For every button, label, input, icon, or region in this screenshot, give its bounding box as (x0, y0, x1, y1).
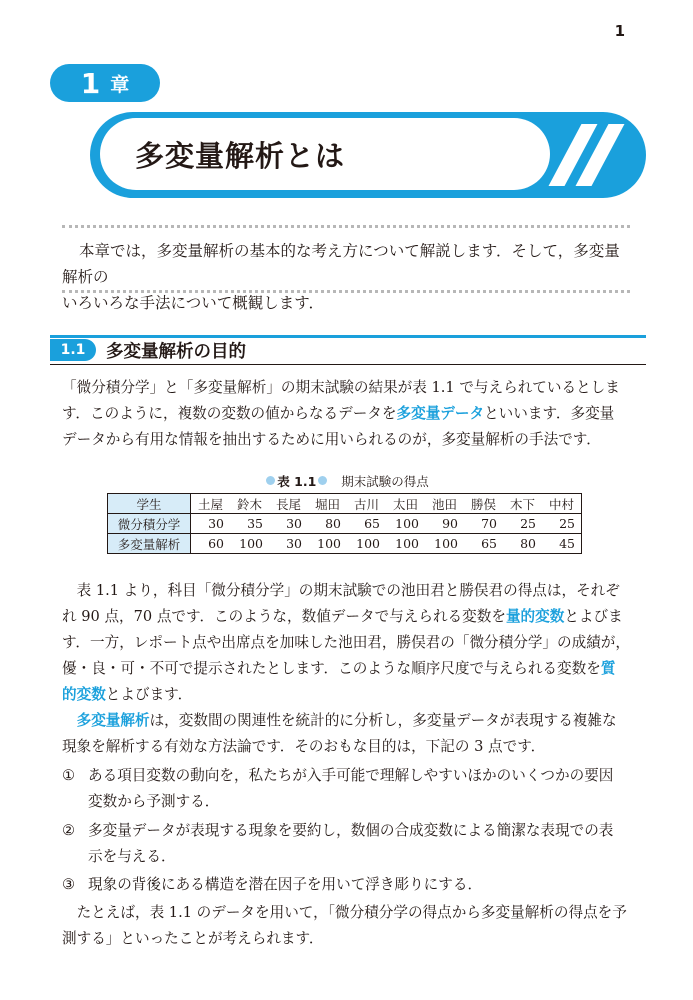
text-span: れ 90 点，70 点です．このような，数値データで与えられる変数を (62, 608, 506, 625)
score-cell: 35 (230, 514, 269, 534)
score-cell: 100 (347, 534, 386, 554)
intro-divider-bottom (62, 290, 630, 293)
text-span: す．このように，複数の変数の値からなるデータを (62, 405, 397, 422)
section-title: 多変量解析の目的 (106, 342, 246, 362)
text-line (62, 682, 646, 708)
header-cell: 学生 (108, 494, 191, 514)
student-name: 池田 (425, 494, 464, 514)
student-name: 木下 (503, 494, 542, 514)
section-number: 1.1 (50, 339, 96, 361)
score-cell: 45 (542, 534, 582, 554)
term-multivariate-data: 多変量データ (396, 405, 485, 422)
score-cell: 100 (386, 534, 425, 554)
chapter-badge (50, 64, 160, 102)
text-line: 表 1.1 より，科目「微分積分学」の期末試験での池田君と勝俣君の得点は，それぞ (76, 582, 620, 599)
paragraph-1 (62, 375, 646, 453)
text-line: 現象を解析する有効な方法論です．そのおもな目的は，下記の 3 点です． (62, 738, 546, 755)
score-cell: 100 (230, 534, 269, 554)
text-span: は，変数間の関連性を統計的に分析し，多変量データが表現する複雑な (149, 712, 617, 729)
text-line: 多変量データが表現する現象を要約し，数個の合成変数による簡潔な表現での表 (88, 822, 614, 839)
student-name: 中村 (542, 494, 582, 514)
paragraph-3 (62, 708, 646, 760)
term-qualitative-variable: 質 (600, 660, 616, 677)
text-span: とよびます． (105, 686, 193, 703)
text-span: といいます．多変量 (484, 405, 615, 422)
list-text (88, 818, 646, 870)
list-item (62, 763, 646, 815)
student-name: 長尾 (269, 494, 308, 514)
list-item (62, 872, 646, 898)
table-row (108, 514, 582, 534)
student-name: 堀田 (308, 494, 347, 514)
text-span: とよびま (564, 608, 623, 625)
text-line: 「微分積分学」と「多変量解析」の期末試験の結果が表 1.1 で与えられているとしま (62, 379, 620, 396)
intro-line: 本章では，多変量解析の基本的な考え方について解説します．そして，多変量解析の (62, 242, 620, 286)
term-qualitative-variable: 的変数 (62, 686, 106, 703)
scores-table (107, 493, 582, 554)
text-line: す．一方，レポート点や出席点を加味した池田君，勝俣君の「微分積分学」の成績が， (62, 634, 630, 651)
list-marker: ② (62, 822, 76, 839)
text-line: たとえば，表 1.1 のデータを用いて，「微分積分学の得点から多変量解析の得点を予 (76, 904, 627, 921)
score-cell: 25 (542, 514, 582, 534)
score-cell: 70 (464, 514, 503, 534)
text-line: 現象の背後にある構造を潜在因子を用いて浮き彫りにする． (88, 876, 483, 893)
text-line (62, 604, 646, 630)
student-name: 太田 (386, 494, 425, 514)
score-cell: 65 (347, 514, 386, 534)
list-marker: ③ (62, 876, 76, 893)
text-line (62, 708, 646, 734)
student-name: 鈴木 (230, 494, 269, 514)
chapter-title: 多変量解析とは (135, 139, 346, 173)
table-caption (0, 472, 693, 490)
score-cell: 90 (425, 514, 464, 534)
list-text (88, 872, 646, 898)
chapter-suffix: 章 (110, 73, 130, 96)
caption-text: 期末試験の得点 (341, 474, 429, 489)
score-cell: 100 (386, 514, 425, 534)
score-cell: 30 (269, 534, 308, 554)
score-cell: 60 (191, 534, 231, 554)
score-cell: 25 (503, 514, 542, 534)
list-item (62, 818, 646, 870)
text-line: 測する」といったことが考えられます． (62, 930, 324, 947)
score-cell: 100 (425, 534, 464, 554)
intro-divider-top (62, 225, 630, 228)
text-line: 変数から予測する． (88, 793, 220, 810)
term-quantitative-variable: 量的変数 (505, 608, 565, 625)
text-line: 示を与える． (88, 848, 176, 865)
chapter-number: 1 (80, 66, 101, 100)
score-cell: 100 (308, 534, 347, 554)
score-cell: 80 (503, 534, 542, 554)
list-marker: ① (62, 767, 76, 784)
student-name: 勝俣 (464, 494, 503, 514)
text-line (62, 401, 646, 427)
student-name: 古川 (347, 494, 386, 514)
text-line (62, 656, 646, 682)
score-cell: 30 (269, 514, 308, 534)
score-cell: 30 (191, 514, 231, 534)
caption-bullet-icon (318, 476, 327, 485)
score-cell: 80 (308, 514, 347, 534)
intro-line: いろいろな手法について概観します． (62, 294, 324, 312)
text-span: 優・良・可・不可で提示されたとします．このような順序尺度で与えられる変数を (62, 660, 601, 677)
caption-label: 表 1.1 (277, 474, 317, 489)
text-line: データから有用な情報を抽出するために用いられるのが，多変量解析の手法です． (62, 431, 601, 448)
paragraph-2 (62, 578, 646, 708)
text-line: ある項目変数の動向を，私たちが入手可能で理解しやすいほかのいくつかの要因 (88, 767, 614, 784)
caption-bullet-icon (266, 476, 275, 485)
table-header-row (108, 494, 582, 514)
term-multivariate-analysis: 多変量解析 (76, 712, 150, 729)
table-row (108, 534, 582, 554)
student-name: 土屋 (191, 494, 231, 514)
row-label: 微分積分学 (108, 514, 191, 534)
paragraph-4 (62, 900, 646, 952)
row-label: 多変量解析 (108, 534, 191, 554)
chapter-intro (62, 238, 630, 316)
list-text (88, 763, 646, 815)
score-cell: 65 (464, 534, 503, 554)
section-underline (50, 364, 646, 365)
page-number: 1 (614, 22, 625, 40)
